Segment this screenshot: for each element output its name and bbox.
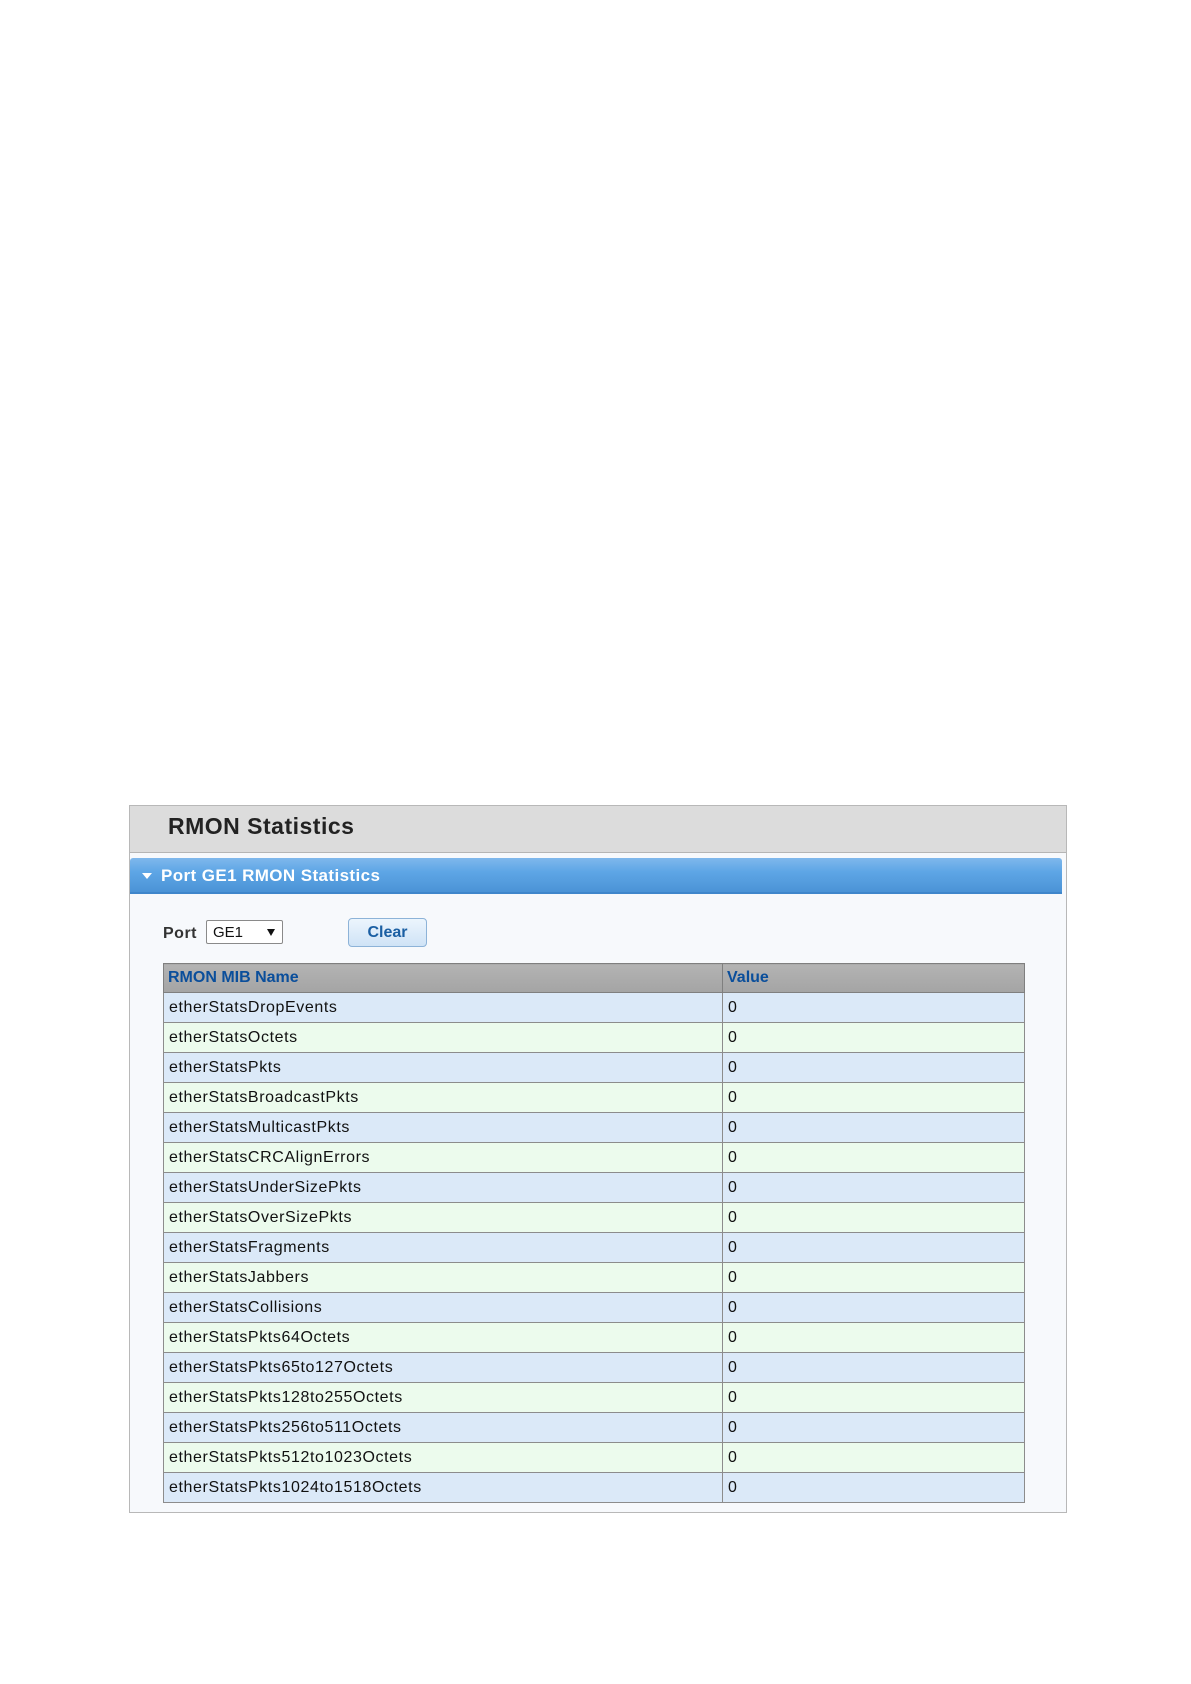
value-cell: 0: [723, 1023, 1025, 1053]
dropdown-arrow-icon[interactable]: [267, 929, 275, 936]
value-cell: 0: [723, 1233, 1025, 1263]
page-title: RMON Statistics: [168, 813, 355, 839]
table-row: [164, 1473, 1025, 1503]
value-cell: 0: [723, 993, 1025, 1023]
value-cell: 0: [723, 1473, 1025, 1503]
mib-name-cell: etherStatsCollisions: [164, 1293, 723, 1323]
port-controls: [163, 918, 563, 948]
value-cell: 0: [723, 1113, 1025, 1143]
table-row: [164, 1173, 1025, 1203]
value-cell: 0: [723, 1413, 1025, 1443]
value-cell: 0: [723, 1053, 1025, 1083]
value-cell: 0: [723, 1083, 1025, 1113]
table-row: [164, 1263, 1025, 1293]
value-cell: 0: [723, 1353, 1025, 1383]
mib-name-cell: etherStatsCRCAlignErrors: [164, 1143, 723, 1173]
mib-name-cell: etherStatsOverSizePkts: [164, 1203, 723, 1233]
column-header-mib-name: RMON MIB Name: [164, 964, 723, 993]
section-header[interactable]: [130, 858, 1062, 894]
table-body: [164, 993, 1025, 1503]
mib-name-cell: etherStatsPkts128to255Octets: [164, 1383, 723, 1413]
table-row: [164, 1233, 1025, 1263]
mib-name-cell: etherStatsPkts1024to1518Octets: [164, 1473, 723, 1503]
port-select-value: GE1: [213, 924, 244, 941]
rmon-statistics-panel: [129, 805, 1067, 1513]
table-row: [164, 1203, 1025, 1233]
rmon-statistics-table: [163, 963, 1025, 1503]
table-row: [164, 1143, 1025, 1173]
value-cell: 0: [723, 1323, 1025, 1353]
value-cell: 0: [723, 1173, 1025, 1203]
mib-name-cell: etherStatsMulticastPkts: [164, 1113, 723, 1143]
collapse-caret-icon[interactable]: [142, 873, 152, 879]
table-row: [164, 1443, 1025, 1473]
value-cell: 0: [723, 1203, 1025, 1233]
value-cell: 0: [723, 1263, 1025, 1293]
mib-name-cell: etherStatsJabbers: [164, 1263, 723, 1293]
panel-header: [130, 806, 1066, 853]
port-select[interactable]: [206, 920, 283, 944]
table-row: [164, 1293, 1025, 1323]
table-row: [164, 1353, 1025, 1383]
table-row: [164, 993, 1025, 1023]
value-cell: 0: [723, 1443, 1025, 1473]
clear-button[interactable]: Clear: [348, 918, 427, 947]
value-cell: 0: [723, 1383, 1025, 1413]
value-cell: 0: [723, 1143, 1025, 1173]
value-cell: 0: [723, 1293, 1025, 1323]
mib-name-cell: etherStatsPkts65to127Octets: [164, 1353, 723, 1383]
section-title: Port GE1 RMON Statistics: [161, 866, 381, 885]
mib-name-cell: etherStatsPkts512to1023Octets: [164, 1443, 723, 1473]
table-row: [164, 1053, 1025, 1083]
port-label: Port: [163, 925, 197, 942]
table-row: [164, 1113, 1025, 1143]
mib-name-cell: etherStatsPkts256to511Octets: [164, 1413, 723, 1443]
table-row: [164, 1383, 1025, 1413]
mib-name-cell: etherStatsFragments: [164, 1233, 723, 1263]
mib-name-cell: etherStatsBroadcastPkts: [164, 1083, 723, 1113]
mib-name-cell: etherStatsUnderSizePkts: [164, 1173, 723, 1203]
mib-name-cell: etherStatsPkts: [164, 1053, 723, 1083]
mib-name-cell: etherStatsDropEvents: [164, 993, 723, 1023]
column-header-value: Value: [723, 964, 1025, 993]
table-row: [164, 1413, 1025, 1443]
mib-name-cell: etherStatsPkts64Octets: [164, 1323, 723, 1353]
table-row: [164, 1323, 1025, 1353]
table-header-row: [164, 964, 1025, 993]
table-row: [164, 1083, 1025, 1113]
mib-name-cell: etherStatsOctets: [164, 1023, 723, 1053]
table-row: [164, 1023, 1025, 1053]
